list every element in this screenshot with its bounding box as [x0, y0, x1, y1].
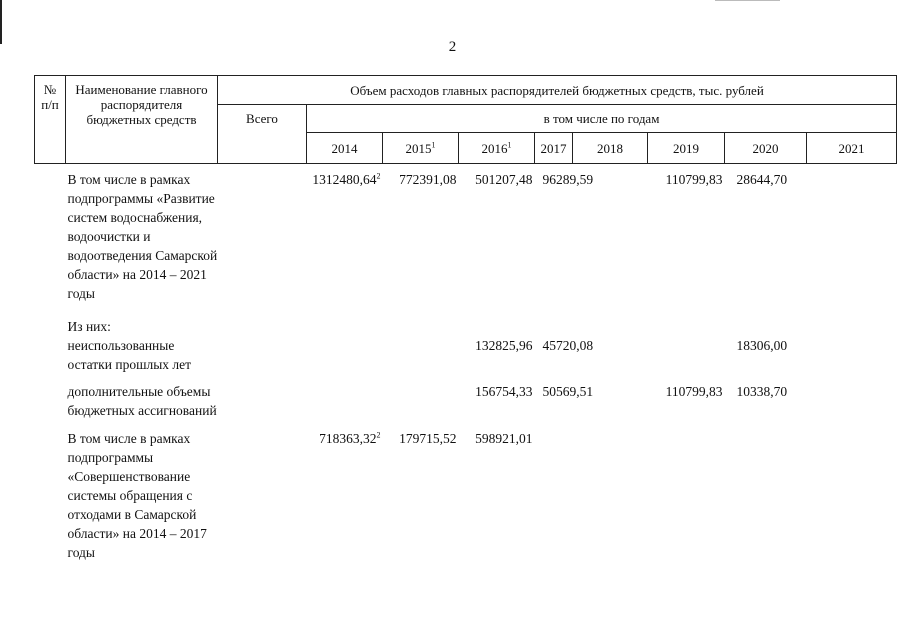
cell-total: [307, 317, 383, 374]
scan-top-mark: [715, 0, 780, 1]
row-name: дополнительные объемы бюджетных ассигнований: [67, 384, 217, 418]
header-year: 2019: [648, 133, 725, 164]
cell-2019: 10338,70: [736, 384, 788, 399]
cell-total: 718363,32$^2$: [319, 430, 381, 446]
row-name: Из них: неиспользованные остатки прошлых лет: [67, 319, 192, 372]
cell-2019: [725, 429, 807, 562]
cell-2018: [648, 429, 725, 562]
cell-2016: 50569,51: [542, 384, 594, 399]
header-volume: Объем расходов главных распорядителей бюджетных средств, тыс. рублей: [218, 76, 897, 105]
scan-edge-mark: [0, 0, 2, 44]
cell-2020: [807, 170, 897, 303]
cell-2014: [383, 382, 459, 420]
cell-2015: 501207,48: [475, 172, 533, 187]
header-total: Всего: [218, 105, 307, 164]
cell-2019: 18306,00: [736, 338, 788, 353]
header-year: 2017: [535, 133, 573, 164]
header-year: 2021: [807, 133, 897, 164]
header-by-years: в том числе по годам: [307, 105, 897, 133]
cell-total: [307, 382, 383, 420]
header-year: 2015$^1$: [383, 133, 459, 164]
header-name: Наименование главного распорядителя бюджетных средств: [66, 76, 218, 164]
cell-2015: 156754,33: [475, 384, 533, 399]
cell-2018: 110799,83: [665, 384, 723, 399]
table-row: [35, 317, 897, 374]
cell-2019: 28644,70: [736, 172, 788, 187]
cell-2018: 110799,83: [665, 172, 723, 187]
row-number: [35, 382, 66, 420]
cell-2014: [383, 317, 459, 374]
header-year: 2018: [573, 133, 648, 164]
cell-2015: 132825,96: [475, 338, 533, 353]
header-number: № п/п: [35, 76, 66, 164]
cell-2014: 772391,08: [399, 172, 457, 187]
page-number: 2: [448, 39, 457, 55]
cell-2017: [573, 170, 648, 303]
cell-2020: [807, 429, 897, 562]
cell-total: 1312480,64$^2$: [312, 171, 381, 187]
table-row: [35, 429, 897, 562]
row-number: [35, 429, 66, 562]
row-number: [35, 317, 66, 374]
cell-2016: 96289,59: [542, 172, 594, 187]
cell-2020: [807, 382, 897, 420]
cell-2018: [648, 317, 725, 374]
table-row: [35, 382, 897, 420]
table-row: [35, 170, 897, 303]
cell-2016: [535, 429, 573, 562]
cell-2015: 598921,01: [475, 431, 533, 446]
cell-2020: [807, 317, 897, 374]
row-name: В том числе в рамках подпрограммы «Совершенствование системы обращения с отходами в Самарской области» на 2014 – 2017 годы: [67, 431, 207, 560]
header-year: 2016$^1$: [459, 133, 535, 164]
header-year: 2020: [725, 133, 807, 164]
header-year: 2014: [307, 133, 383, 164]
cell-2016: 45720,08: [542, 338, 594, 353]
cell-2014: 179715,52: [399, 431, 457, 446]
budget-table: [34, 75, 897, 562]
row-number: [35, 170, 66, 303]
row-name: В том числе в рамках подпрограммы «Развитие систем водоснабжения, водоочистки и водоотведения Самарской области» на 2014 – 2021 годы: [67, 172, 218, 301]
cell-2017: [573, 429, 648, 562]
